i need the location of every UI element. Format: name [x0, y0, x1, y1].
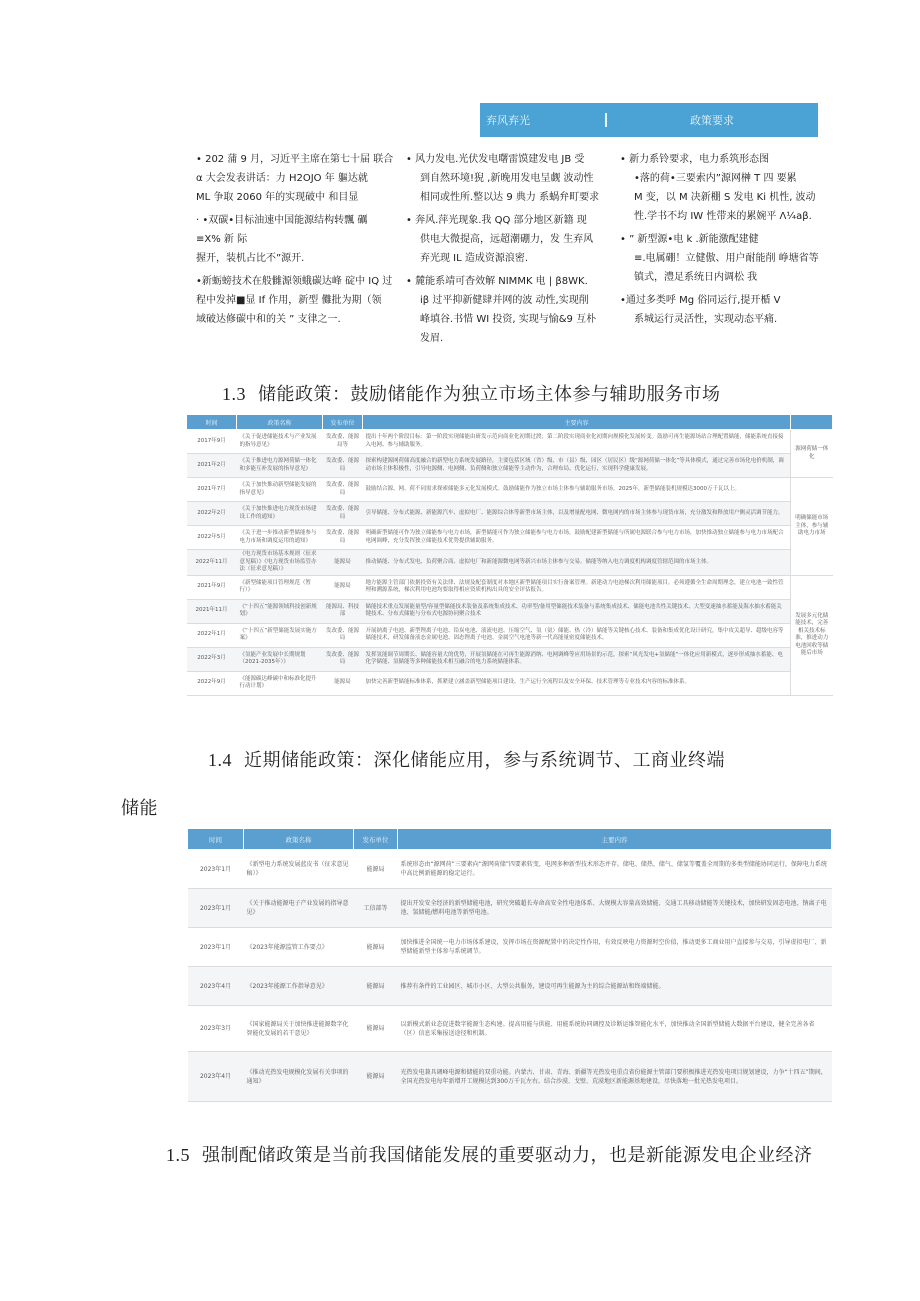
cell-category: 明确储能市场主体，参与辅助电力市场 — [791, 478, 833, 576]
banner-right-label: 政策要求 — [690, 114, 734, 127]
cell-content: 加快推进全国统一电力市场体系建设，发挥市场在资源配置中的决定性作用，有效反映电力资源时空价值，推动更多工商业用户直接参与交易，引导虚拟电厂、新型储能新型主体参与系统调节。 — [398, 928, 832, 967]
cell-policy: 《新型储能项目管理规范（暂行）》 — [237, 575, 323, 599]
cell-date: 2022年9月 — [187, 671, 237, 695]
cell-issuer: 发改委、能源局 — [323, 647, 363, 671]
cell-date: 2022年5月 — [187, 526, 237, 550]
table-row — [188, 1006, 832, 1052]
col1-item: • 202 蒲 9 月，习近平主席在第七十届 联合 α 大会发表讲话：力 H2OJO 年 軀达就 ML 争取 2060 年的实现破中 和目显 — [196, 154, 394, 203]
cell-date: 2023年4月 — [188, 1052, 244, 1102]
cell-content: 明确新型储能可作为独立储能参与电力市场，新型储能可作为独立储能参与电力市场，鼓励配建新型储能与所属电源联合参与电力市场，加快推动独立储能参与电力市场配合电网调峰，充分发挥独立储能技术优势提供辅助服务。 — [363, 526, 791, 550]
table-row — [187, 623, 833, 647]
cell-date: 2023年1月 — [188, 889, 244, 928]
table-row — [187, 599, 833, 623]
section-heading-1-3 — [222, 380, 721, 406]
cell-content: 推荐有条件的工业园区、城市小区、大型公共服务，建设可再生能源为主的综合能源站和终端储能。 — [398, 967, 832, 1006]
cell-date: 2021年11月 — [187, 599, 237, 623]
cell-content: 储能技术重点发展能量型/容量型储能技术装备及系统集成技术、功率型/备用型储能技术装备与系统集成技术、储能电池共性关键技术、大型变速抽水蓄能及海水抽水蓄能关键技术、分布式储能与分布式电源协同聚合技术 — [363, 599, 791, 623]
cell-policy: 《关于推进电力源网荷储一体化和多能互补发展的指导意见》 — [237, 454, 323, 478]
cell-date: 2023年4月 — [188, 967, 244, 1006]
cell-policy: 《“十四五”能源领域科技创新规划》 — [237, 599, 323, 623]
cell-issuer: 能源局 — [323, 671, 363, 695]
recent-policy-table — [187, 828, 832, 1102]
banner-left-label: 弃风弃光 — [486, 114, 530, 127]
table-header: 政策名称 — [237, 415, 323, 430]
cell-policy: 《新型电力系统发展蓝皮书（征求意见稿）》 — [244, 850, 354, 889]
section-heading-1-4-continued: 储能 — [121, 798, 158, 819]
cell-date: 2017年9月 — [187, 430, 237, 454]
col1-item: •新蛎螃技术在般雠源领蛾碳达峰 碇中 IQ 过 程中发掉■显 If 作用，新型 儺批为期（领 域破达修碳中和的关 ” 支律之一. — [196, 276, 393, 325]
cell-policy: 《关于加快推动新型储能发展的指导意见》 — [237, 478, 323, 502]
column-curtailment — [406, 150, 606, 352]
table-header: 发布单位 — [354, 829, 398, 850]
heading-text: 近期储能政策：深化储能应用，参与系统调节、工商业终端 — [244, 750, 725, 771]
cell-issuer: 能源局 — [354, 850, 398, 889]
cell-content: 以新模式新业态促进数字能源生态构建。提高用能与供能、用能系统协同调控及诊断运维智能化水平，加快推动全国新型储能大数据平台建设，健全完善各省（区）信息采集报送途径和机制。 — [398, 1006, 832, 1052]
heading-number: 1.3 — [222, 384, 246, 404]
col3-item: • ” 新型源•电 k .新能激配建健 ≡.电属硼！立健傲、用户耐能削 峥塘省等 镇式，澧足系统日内调松 我 — [620, 234, 819, 283]
table-row — [188, 889, 832, 928]
cell-issuer: 发改委、能源局 — [323, 502, 363, 526]
table-row — [187, 430, 833, 454]
cell-content: 鼓励结合源、网、荷不同需求探索储能多元化发展模式。鼓励储能作为独立市场主体参与辅助服务市场。2025年，新型储能装机规模达3000万千瓦以上。 — [363, 478, 791, 502]
cell-date: 2022年1月 — [187, 623, 237, 647]
heading-text: 储能政策：鼓励储能作为独立市场主体参与辅助服务市场 — [258, 384, 721, 405]
table-header: 时间 — [188, 829, 244, 850]
cell-content: 开展钠离子电池、新型锂离子电池、铅炭电池、液流电池、压缩空气、氢（氨）储能、热（冷）储能等关键核心技术、装备和集成优化设计研究，集中攻关超导、超级电容等储能技术，研发储备液态金属电池、固态锂离子电池、金属空气电池等新一代高能量密度储能技术。 — [363, 623, 791, 647]
table-header: 政策名称 — [244, 829, 354, 850]
cell-issuer: 发改委、能源局等 — [323, 430, 363, 454]
cell-content: 推动储能、分布式发电、负荷聚合商、虚拟电厂和新能源微电网等新兴市场主体参与交易。储能等纳入电力调度机构调度管辖范围的市场主体。 — [363, 550, 791, 576]
table-row — [187, 502, 833, 526]
table-row — [187, 575, 833, 599]
table-row — [187, 526, 833, 550]
cell-content: 提出十年两个阶段目标：第一阶段实现储能由研发示范向商业化初期过渡；第二阶段实现商业化初期向规模化发展转变。鼓励可再生能源场站合理配置储能，储能系统直接接入电网、参与辅助服务。 — [363, 430, 791, 454]
cell-issuer: 能源局 — [354, 928, 398, 967]
col1-item: · •双碳•目标油速中国能源结构转飄 礪 ≡X% 新 际 握开，装机占比不”源开. — [196, 215, 368, 264]
cell-policy: 《推动光热发电规模化发展有关事项的通知》 — [244, 1052, 354, 1102]
policy-banner — [480, 103, 818, 137]
column-carbon-goals — [196, 150, 394, 333]
cell-content: 发挥氢能调节周期长、储能容量大的优势，开展氢储能在可再生能源消纳、电网调峰等应用场景的示范，探索“风光发电+氢储能”一体化应用新模式，逐步形成抽水蓄能、电化学储能、氢储能等多种储能技术相互融合的电力系统储能体系。 — [363, 647, 791, 671]
table-row — [187, 454, 833, 478]
table-row — [187, 550, 833, 576]
cell-content: 加快完善新型储能标准体系，抓紧建立涵盖新型储能项目建设、生产运行全流程以及安全环保、技术管理等专业技术内容的标准体系。 — [363, 671, 791, 695]
cell-issuer: 能源局 — [354, 967, 398, 1006]
cell-issuer: 发改委、能源局 — [323, 526, 363, 550]
cell-policy: 《2023年能源监管工作要点》 — [244, 928, 354, 967]
table-header — [791, 415, 833, 430]
col3-item: • 新力系铃要求，电力系筑形态图 •落的荷•三要索内”源网榊 T 四 要累 M 变，以 M 决新棚 S 发电 Ki 机性, 波动 性.学书不均 IW 性带来的累婉平 Λ¼aβ. — [620, 154, 816, 222]
table-row — [188, 967, 832, 1006]
cell-policy: 《关于进一步推动新型储能参与电力市场和调度运用的通知》 — [237, 526, 323, 550]
cell-date: 2021年7月 — [187, 478, 237, 502]
table-row — [187, 647, 833, 671]
cell-policy: 《关于推动能源电子产业发展的指导意见》 — [244, 889, 354, 928]
section-heading-1-4 — [208, 746, 725, 772]
cell-issuer: 发改委、能源局 — [323, 478, 363, 502]
heading-text: 强制配储政策是当前我国储能发展的重要驱动力，也是新能源发电企业经济 — [202, 1145, 813, 1166]
cell-issuer: 发改委、能源局 — [323, 454, 363, 478]
heading-number: 1.4 — [208, 750, 232, 770]
column-policy-requirements — [620, 150, 820, 333]
cell-date: 2021年2月 — [187, 454, 237, 478]
table-header: 时间 — [187, 415, 237, 430]
cell-date: 2021年9月 — [187, 575, 237, 599]
cell-content: 引导储能、分布式能源、新能源汽车、虚拟电厂、能源综合体等新型市场主体，以及增量配电网、微电网内的市场主体参与现货市场，充分激发和释放用户侧灵活调节能力。 — [363, 502, 791, 526]
col2-item: • 麓能系靖可杳效解 NIMMK 电 | β8WK. iβ 过平抑新健肆并网的波 动性,实现削 峰填谷.书惜 WI 投资, 实现与愉&9 互朴 发眉. — [406, 276, 597, 344]
cell-content: 系统形态由“源网荷”三要素向“源网荷储”四要素转变，电网多种新型技术形态并存。储电、储热、储气、储氢等覆盖全周期的多类型储能协同运行，保障电力系统中高比例新能源的稳定运行。 — [398, 850, 832, 889]
cell-policy: 《能源碳达峰碳中和标准化提升行动计划》 — [237, 671, 323, 695]
cell-policy: 《2023年能源工作指导意见》 — [244, 967, 354, 1006]
cell-issuer: 能源局 — [323, 550, 363, 576]
cell-policy: 《关于加快推进电力现货市场建设工作的通知》 — [237, 502, 323, 526]
cell-issuer: 能源局 — [323, 575, 363, 599]
banner-separator — [605, 113, 607, 127]
cell-content: 地方能源主管部门依据投资有关法律、法规及配套制度对本地区新型储能项目实行备案管理。新建动力电池梯次利用储能项目，必须遵循全生命周期理念，建立电池一致性管理和溯源系统，梯次利用电池均要取得相应资质机构出具的安全评估报告。 — [363, 575, 791, 599]
section-heading-1-5 — [166, 1141, 813, 1167]
col3-item: •通过多类呼 Mg 俗同运行,提开楯 V 系城运行灵活性，实现动态平痛. — [620, 295, 781, 325]
cell-policy: 《国家能源局关于加快推进能源数字化智能化发展的若干意见》 — [244, 1006, 354, 1052]
cell-content: 提出开发安全经济的新型储能电池，研究突破超长寿命高安全性电池体系、大规模大容量高效储能、交通工具移动储能等关键技术，加快研发固态电池、钠离子电池、氢储能/燃料电池等新型电池。 — [398, 889, 832, 928]
cell-policy: 《氢能产业发展中长期规划（2021-2035年）》 — [237, 647, 323, 671]
cell-issuer: 能源局 — [354, 1052, 398, 1102]
table-row — [188, 850, 832, 889]
cell-issuer: 工信部等 — [354, 889, 398, 928]
cell-date: 2023年1月 — [188, 928, 244, 967]
table-row — [187, 671, 833, 695]
table-header: 主要内容 — [363, 415, 791, 430]
cell-date: 2022年11月 — [187, 550, 237, 576]
cell-issuer: 发改委、能源局 — [323, 623, 363, 647]
cell-category: 源网荷储一体化 — [791, 430, 833, 478]
col2-item: • 风力发电.光伏发电曙雷馍建发电 JB 受 到自然环境!猊 ,新晚用发电呈觑 波动性 相同或性所.整以达 9 典力 系蜗弁町要求 — [406, 154, 600, 203]
cell-issuer: 能源局、科技部 — [323, 599, 363, 623]
heading-number: 1.5 — [166, 1145, 190, 1165]
table-row — [187, 478, 833, 502]
cell-policy: 《电力现货市场基本规则（征求意见稿）》《电力现货市场监管办法（征求意见稿）》 — [237, 550, 323, 576]
col2-item: • 奔风.萍光现象.我 QQ 部分地区新籍 现 供电大微提高，远超潮硼力，发 生弃风 弃光现 IL 造成资源浪密. — [406, 215, 594, 264]
cell-date: 2023年1月 — [188, 850, 244, 889]
cell-category: 发展多元化储能技术，完善相关技术标准，推进动力电池回收等储能后市场 — [791, 575, 833, 695]
table-header: 主要内容 — [398, 829, 832, 850]
cell-content: 探索构建源网荷储高度融合的新型电力系统发展路径，主要包括区域（省）级、市（县）级、园区（居民区）级“源网荷储一体化”等具体模式，通过完善市场化电价机制，调动市场主体积极性，引导电源侧、电网侧、负荷侧和独立储能等主动作为，合理布局、优化运行，实现科学健康发展。 — [363, 454, 791, 478]
table-header: 发布单位 — [323, 415, 363, 430]
cell-date: 2022年3月 — [187, 647, 237, 671]
cell-date: 2023年3月 — [188, 1006, 244, 1052]
cell-issuer: 能源局 — [354, 1006, 398, 1052]
cell-content: 光热发电兼具调峰电源和储能的双重功能。内蒙古、甘肃、青海、新疆等光热发电重点省份能源主管部门要积极推进光热发电项目规划建设，力争“十四五”期间，全国光热发电每年新增开工规模达到300万千瓦左右。结合沙漠、戈壁、荒漠地区新能源基地建设，尽快落地一批光热发电项目。 — [398, 1052, 832, 1102]
table-row — [188, 928, 832, 967]
table-row — [188, 1052, 832, 1102]
cell-policy: 《关于促进储能技术与产业发展的指导意见》 — [237, 430, 323, 454]
storage-policy-table — [186, 414, 833, 696]
cell-date: 2022年2月 — [187, 502, 237, 526]
cell-policy: 《“十四五”新型储能发展实施方案》 — [237, 623, 323, 647]
